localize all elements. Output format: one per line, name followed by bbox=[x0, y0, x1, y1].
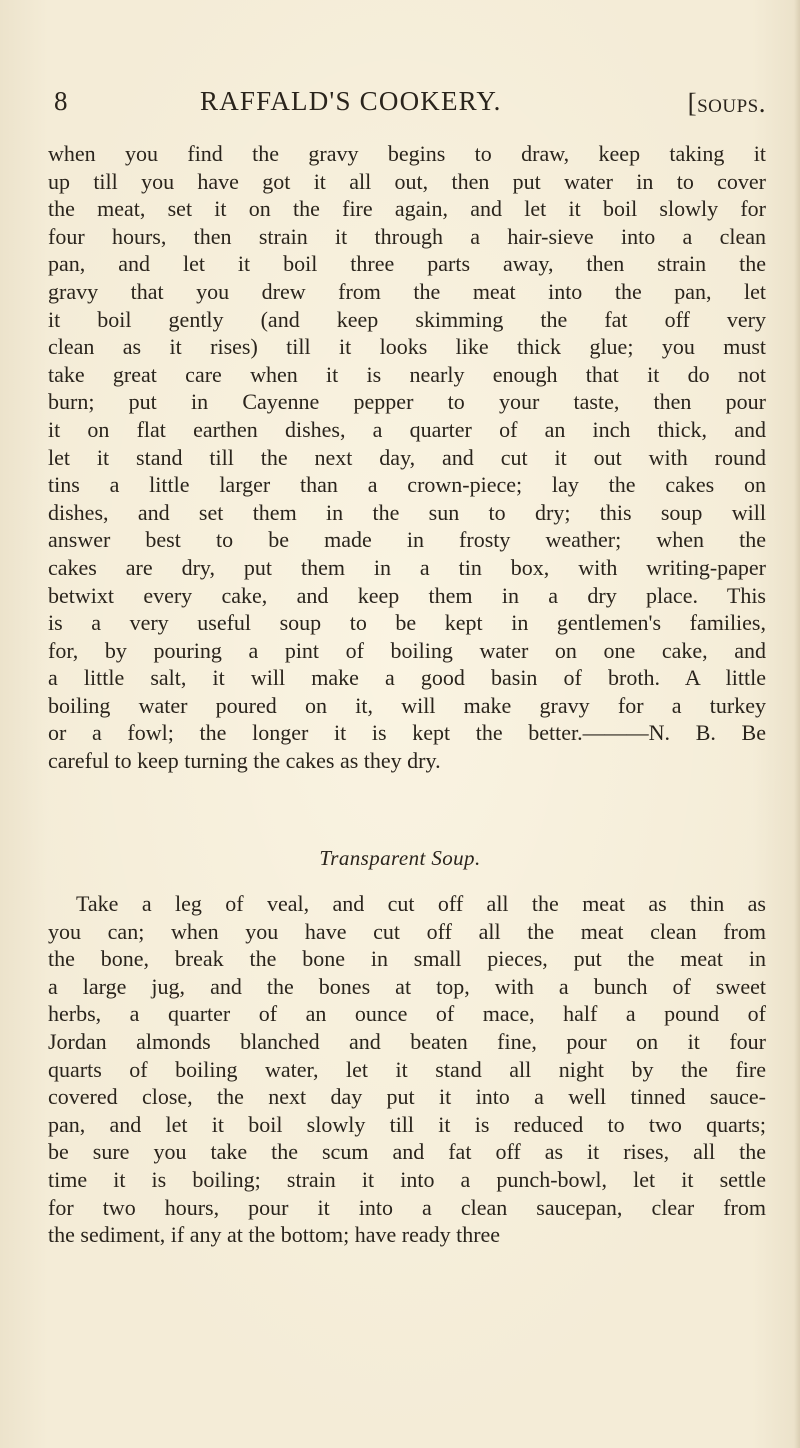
text-line: dishes, and set them in the sun to dry; this soup will bbox=[48, 499, 766, 525]
text-line: four hours, then strain it through a hair-sieve into a clean bbox=[48, 223, 766, 249]
text-line: Take a leg of veal, and cut off all the meat as thin as bbox=[76, 891, 766, 916]
text-line: answer best to be made in frosty weather; when the bbox=[48, 527, 766, 553]
text-line: herbs, a quarter of an ounce of mace, half a pound of bbox=[48, 1001, 766, 1027]
text-line: quarts of boiling water, let it stand all night by the fire bbox=[48, 1056, 766, 1082]
text-line: boiling water poured on it, will make gravy for a turkey bbox=[48, 692, 766, 718]
text-line: burn; put in Cayenne pepper to your taste, then pour bbox=[48, 389, 766, 415]
text-line: take great care when it is nearly enough that it do not bbox=[48, 361, 766, 387]
text-line: up till you have got it all out, then put water in to cover bbox=[48, 168, 766, 194]
text-line: you can; when you have cut off all the meat clean from bbox=[48, 918, 766, 944]
text-line: betwixt every cake, and keep them in a dry place. This bbox=[48, 582, 766, 608]
text-line: let it stand till the next day, and cut it out with round bbox=[48, 444, 766, 470]
page-edge-shadow bbox=[794, 0, 800, 1448]
running-head bbox=[54, 86, 766, 126]
text-line: the bone, break the bone in small pieces, put the meat in bbox=[48, 946, 766, 972]
recipe-heading: Transparent Soup. bbox=[319, 846, 481, 870]
page-number: 8 bbox=[54, 86, 68, 116]
text-line: covered close, the next day put it into a well tinned sauce- bbox=[48, 1084, 766, 1110]
text-line: it boil gently (and keep skimming the fat off very bbox=[48, 306, 766, 332]
text-line: or a fowl; the longer it is kept the better.———N. B. Be bbox=[48, 720, 766, 746]
section-label: [soups. bbox=[687, 88, 766, 118]
text-line: for, by pouring a pint of boiling water on one cake, and bbox=[48, 637, 766, 663]
text-line: when you find the gravy begins to draw, keep taking it bbox=[48, 141, 766, 166]
text-line: pan, and let it boil three parts away, then strain the bbox=[48, 251, 766, 277]
text-line: be sure you take the scum and fat off as it rises, all the bbox=[48, 1139, 766, 1165]
text-line: pan, and let it boil slowly till it is reduced to two quarts; bbox=[48, 1111, 766, 1137]
text-line: a large jug, and the bones at top, with a bunch of sweet bbox=[48, 973, 766, 999]
text-line: cakes are dry, put them in a tin box, with writing-paper bbox=[48, 554, 766, 580]
text-line: it on flat earthen dishes, a quarter of an inch thick, and bbox=[48, 416, 766, 442]
text-line: time it is boiling; strain it into a punch-bowl, let it settle bbox=[48, 1166, 766, 1192]
text-line: Jordan almonds blanched and beaten fine, pour on it four bbox=[48, 1028, 766, 1054]
paragraph-transparent-soup bbox=[48, 890, 766, 1249]
text-line: the meat, set it on the fire again, and let it boil slowly for bbox=[48, 196, 766, 222]
text-line: careful to keep turning the cakes as they dry. bbox=[48, 748, 441, 774]
text-line: a little salt, it will make a good basin of broth. A little bbox=[48, 665, 766, 691]
text-line: gravy that you drew from the meat into the pan, let bbox=[48, 278, 766, 304]
text-line: for two hours, pour it into a clean saucepan, clear from bbox=[48, 1194, 766, 1220]
paragraph-cake-soup-continued bbox=[48, 140, 766, 775]
text-line: the sediment, if any at the bottom; have ready three bbox=[48, 1222, 501, 1248]
text-line: is a very useful soup to be kept in gentlemen's families, bbox=[48, 610, 766, 636]
text-line: clean as it rises) till it looks like thick glue; you must bbox=[48, 334, 766, 360]
running-title: RAFFALD'S COOKERY. bbox=[200, 86, 502, 116]
text-line: tins a little larger than a crown-piece; lay the cakes on bbox=[48, 472, 766, 498]
